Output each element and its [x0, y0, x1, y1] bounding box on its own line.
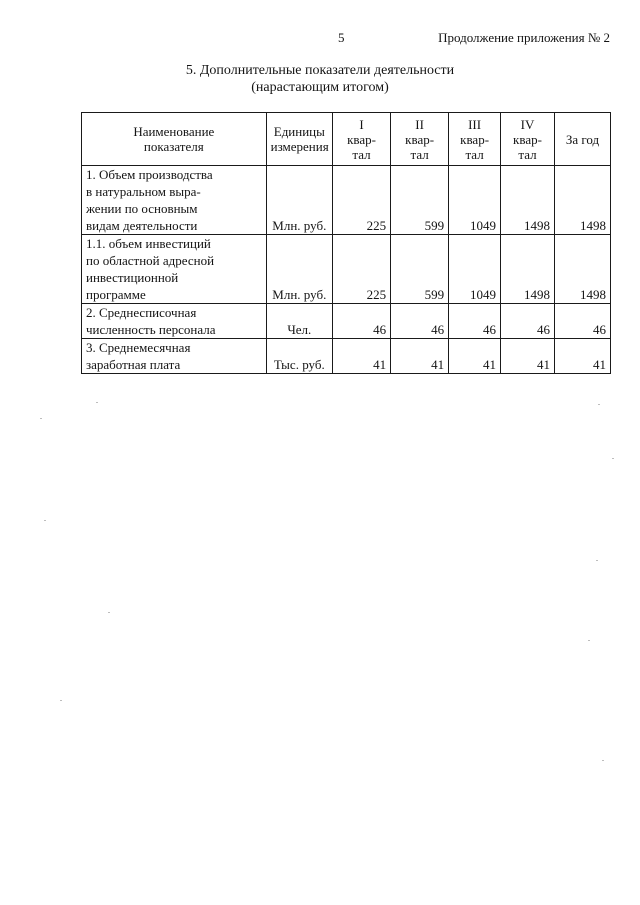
row-q2-value: 41 [391, 339, 449, 374]
scan-speck [602, 760, 604, 761]
appendix-note: Продолжение приложения № 2 [438, 30, 610, 45]
table-row [82, 339, 611, 374]
row-q1-value: 41 [333, 339, 391, 374]
header-q2: II квар- тал [391, 113, 449, 166]
row-year-value: 46 [554, 304, 610, 339]
row-q2-value: 46 [391, 304, 449, 339]
table-header-row [82, 113, 611, 166]
indicators-table [81, 112, 611, 374]
row-unit: Тыс. руб. [266, 339, 332, 374]
header-unit: Единицы измерения [266, 113, 332, 166]
header-q1: I квар- тал [333, 113, 391, 166]
header-q4: IV квар- тал [501, 113, 555, 166]
row-q4-value: 1498 [501, 166, 555, 235]
table-row [82, 304, 611, 339]
row-unit: Млн. руб. [266, 235, 332, 304]
row-q1-value: 46 [333, 304, 391, 339]
section-title [0, 62, 640, 96]
row-q3-value: 1049 [449, 166, 501, 235]
row-q3-value: 41 [449, 339, 501, 374]
row-q3-value: 46 [449, 304, 501, 339]
page-number: 5 [338, 30, 345, 45]
scan-speck [588, 640, 590, 641]
row-q4-value: 41 [501, 339, 555, 374]
row-q1-value: 225 [333, 235, 391, 304]
header-q3: III квар- тал [449, 113, 501, 166]
section-title-line-1: 5. Дополнительные показатели деятельности [185, 63, 455, 78]
row-q4-value: 46 [501, 304, 555, 339]
row-name-investment-volume: 1.1. объем инвестиций по областной адресной инвестиционной программе [82, 235, 267, 304]
header-year: За год [554, 113, 610, 166]
row-q2-value: 599 [391, 166, 449, 235]
scan-speck [60, 700, 62, 701]
row-unit: Чел. [266, 304, 332, 339]
scan-speck [612, 458, 614, 459]
row-q2-value: 599 [391, 235, 449, 304]
section-title-line-2: (нарастающим итогом) [251, 80, 389, 95]
scan-speck [44, 520, 46, 521]
row-q3-value: 1049 [449, 235, 501, 304]
scan-speck [96, 402, 98, 403]
scan-speck [598, 404, 600, 405]
row-q4-value: 1498 [501, 235, 555, 304]
table-row [82, 166, 611, 235]
scan-speck [40, 418, 42, 419]
table-row [82, 235, 611, 304]
row-name-average-salary: 3. Среднемесячная заработная плата [82, 339, 267, 374]
row-year-value: 41 [554, 339, 610, 374]
row-year-value: 1498 [554, 235, 610, 304]
scan-speck [596, 560, 598, 561]
row-year-value: 1498 [554, 166, 610, 235]
row-name-production-volume: 1. Объем производства в натуральном выра- жении по основным видам деятельности [82, 166, 267, 235]
header-indicator-name: Наименование показателя [82, 113, 267, 166]
scan-speck [108, 612, 110, 613]
row-q1-value: 225 [333, 166, 391, 235]
row-unit: Млн. руб. [266, 166, 332, 235]
row-name-headcount: 2. Среднесписочная численность персонала [82, 304, 267, 339]
